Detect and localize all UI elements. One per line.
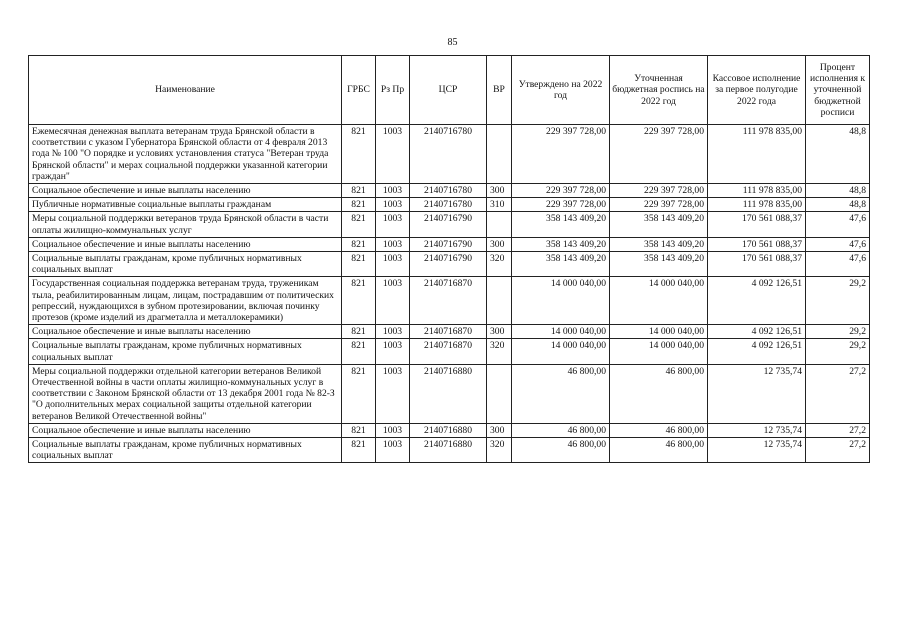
cell-rzpr: 1003	[376, 198, 410, 212]
cell-rzpr: 1003	[376, 212, 410, 237]
table-row	[29, 184, 870, 198]
cell-vr	[487, 125, 512, 184]
col-header-csr: ЦСР	[410, 56, 487, 125]
cell-refined: 46 800,00	[610, 423, 708, 437]
cell-approved: 46 800,00	[512, 423, 610, 437]
cell-grbs: 821	[342, 364, 376, 423]
cell-name: Меры социальной поддержки отдельной категории ветеранов Великой Отечественной войны в части оплаты жилищно-коммунальных услуг в соответствии с Законом Брянской области от 13 декабря 2001 года № 82-З "О дополнительных мерах социальной защиты отдельной категории ветеранов Великой Отечественной войны"	[29, 364, 342, 423]
table-row	[29, 252, 870, 277]
col-header-cash: Кассовое исполнение за первое полугодие 2022 года	[708, 56, 806, 125]
cell-csr: 2140716880	[410, 438, 487, 463]
cell-cash: 170 561 088,37	[708, 252, 806, 277]
cell-approved: 229 397 728,00	[512, 198, 610, 212]
cell-csr: 2140716870	[410, 277, 487, 325]
cell-csr: 2140716780	[410, 198, 487, 212]
table-row	[29, 212, 870, 237]
cell-rzpr: 1003	[376, 325, 410, 339]
cell-vr: 300	[487, 184, 512, 198]
cell-csr: 2140716780	[410, 125, 487, 184]
cell-percent: 29,2	[806, 325, 870, 339]
cell-rzpr: 1003	[376, 184, 410, 198]
cell-grbs: 821	[342, 277, 376, 325]
cell-rzpr: 1003	[376, 237, 410, 251]
cell-csr: 2140716880	[410, 423, 487, 437]
cell-csr: 2140716790	[410, 237, 487, 251]
cell-name: Социальные выплаты гражданам, кроме публичных нормативных социальных выплат	[29, 252, 342, 277]
cell-name: Публичные нормативные социальные выплаты гражданам	[29, 198, 342, 212]
cell-grbs: 821	[342, 184, 376, 198]
cell-percent: 48,8	[806, 184, 870, 198]
cell-csr: 2140716870	[410, 325, 487, 339]
cell-name: Социальное обеспечение и иные выплаты населению	[29, 325, 342, 339]
cell-approved: 358 143 409,20	[512, 237, 610, 251]
cell-csr: 2140716790	[410, 252, 487, 277]
header-row	[29, 56, 870, 125]
cell-refined: 358 143 409,20	[610, 252, 708, 277]
cell-cash: 170 561 088,37	[708, 237, 806, 251]
cell-rzpr: 1003	[376, 438, 410, 463]
cell-refined: 46 800,00	[610, 438, 708, 463]
page-number: 85	[447, 37, 458, 48]
cell-name: Государственная социальная поддержка ветеранам труда, труженикам тыла, реабилитированным лицам, лицам, пострадавшим от политических репрессий, нуждающихся в зубном протезировании, включая починку протезов (кроме изделий из драгметалла и металлокерамики)	[29, 277, 342, 325]
cell-vr: 320	[487, 339, 512, 364]
cell-vr: 320	[487, 438, 512, 463]
cell-vr: 300	[487, 237, 512, 251]
table-row	[29, 364, 870, 423]
cell-cash: 111 978 835,00	[708, 184, 806, 198]
cell-cash: 12 735,74	[708, 423, 806, 437]
cell-rzpr: 1003	[376, 252, 410, 277]
table-row	[29, 423, 870, 437]
cell-csr: 2140716790	[410, 212, 487, 237]
cell-grbs: 821	[342, 212, 376, 237]
cell-rzpr: 1003	[376, 364, 410, 423]
cell-grbs: 821	[342, 237, 376, 251]
cell-cash: 12 735,74	[708, 438, 806, 463]
cell-grbs: 821	[342, 198, 376, 212]
cell-grbs: 821	[342, 125, 376, 184]
table-row	[29, 325, 870, 339]
cell-refined: 14 000 040,00	[610, 339, 708, 364]
cell-refined: 358 143 409,20	[610, 237, 708, 251]
cell-refined: 229 397 728,00	[610, 198, 708, 212]
cell-grbs: 821	[342, 339, 376, 364]
cell-refined: 358 143 409,20	[610, 212, 708, 237]
cell-vr	[487, 277, 512, 325]
cell-grbs: 821	[342, 325, 376, 339]
cell-name: Социальное обеспечение и иные выплаты населению	[29, 184, 342, 198]
cell-percent: 48,8	[806, 198, 870, 212]
cell-vr	[487, 212, 512, 237]
cell-grbs: 821	[342, 252, 376, 277]
cell-vr	[487, 364, 512, 423]
cell-percent: 29,2	[806, 339, 870, 364]
table-row	[29, 438, 870, 463]
cell-csr: 2140716880	[410, 364, 487, 423]
table-row	[29, 237, 870, 251]
cell-name: Ежемесячная денежная выплата ветеранам труда Брянской области в соответствии с указом Губернатора Брянской области от 4 февраля 2013 года № 100 "О порядке и условиях установления статуса "Ветеран труда Брянской области" и мерах социальной поддержки указанной категории граждан"	[29, 125, 342, 184]
col-header-grbs: ГРБС	[342, 56, 376, 125]
cell-vr: 300	[487, 325, 512, 339]
cell-name: Социальное обеспечение и иные выплаты населению	[29, 423, 342, 437]
cell-approved: 14 000 040,00	[512, 339, 610, 364]
cell-name: Социальные выплаты гражданам, кроме публичных нормативных социальных выплат	[29, 339, 342, 364]
cell-rzpr: 1003	[376, 339, 410, 364]
cell-cash: 12 735,74	[708, 364, 806, 423]
cell-name: Меры социальной поддержки ветеранов труда Брянской области в части оплаты жилищно-коммунальных услуг	[29, 212, 342, 237]
cell-approved: 229 397 728,00	[512, 184, 610, 198]
cell-name: Социальное обеспечение и иные выплаты населению	[29, 237, 342, 251]
cell-csr: 2140716870	[410, 339, 487, 364]
cell-percent: 27,2	[806, 438, 870, 463]
table-row	[29, 339, 870, 364]
col-header-approved: Утверждено на 2022 год	[512, 56, 610, 125]
cell-percent: 47,6	[806, 237, 870, 251]
cell-refined: 229 397 728,00	[610, 125, 708, 184]
cell-rzpr: 1003	[376, 423, 410, 437]
cell-refined: 14 000 040,00	[610, 325, 708, 339]
cell-grbs: 821	[342, 438, 376, 463]
cell-cash: 4 092 126,51	[708, 339, 806, 364]
cell-approved: 229 397 728,00	[512, 125, 610, 184]
cell-percent: 48,8	[806, 125, 870, 184]
cell-approved: 358 143 409,20	[512, 212, 610, 237]
table-row	[29, 277, 870, 325]
cell-refined: 46 800,00	[610, 364, 708, 423]
cell-cash: 111 978 835,00	[708, 198, 806, 212]
col-header-rzpr: Рз Пр	[376, 56, 410, 125]
cell-cash: 4 092 126,51	[708, 325, 806, 339]
cell-percent: 27,2	[806, 364, 870, 423]
cell-cash: 170 561 088,37	[708, 212, 806, 237]
col-header-refined: Уточненная бюджетная роспись на 2022 год	[610, 56, 708, 125]
cell-percent: 47,6	[806, 212, 870, 237]
cell-refined: 229 397 728,00	[610, 184, 708, 198]
cell-grbs: 821	[342, 423, 376, 437]
cell-name: Социальные выплаты гражданам, кроме публичных нормативных социальных выплат	[29, 438, 342, 463]
cell-rzpr: 1003	[376, 277, 410, 325]
cell-approved: 14 000 040,00	[512, 277, 610, 325]
cell-cash: 111 978 835,00	[708, 125, 806, 184]
budget-table	[28, 55, 870, 463]
cell-percent: 27,2	[806, 423, 870, 437]
cell-vr: 300	[487, 423, 512, 437]
cell-vr: 320	[487, 252, 512, 277]
col-header-name: Наименование	[29, 56, 342, 125]
cell-approved: 46 800,00	[512, 438, 610, 463]
col-header-vr: ВР	[487, 56, 512, 125]
table-row	[29, 125, 870, 184]
cell-percent: 47,6	[806, 252, 870, 277]
cell-approved: 358 143 409,20	[512, 252, 610, 277]
cell-csr: 2140716780	[410, 184, 487, 198]
cell-rzpr: 1003	[376, 125, 410, 184]
cell-cash: 4 092 126,51	[708, 277, 806, 325]
cell-approved: 46 800,00	[512, 364, 610, 423]
cell-approved: 14 000 040,00	[512, 325, 610, 339]
col-header-percent: Процент исполнения к уточненной бюджетной росписи	[806, 56, 870, 125]
cell-refined: 14 000 040,00	[610, 277, 708, 325]
table-row	[29, 198, 870, 212]
cell-percent: 29,2	[806, 277, 870, 325]
cell-vr: 310	[487, 198, 512, 212]
